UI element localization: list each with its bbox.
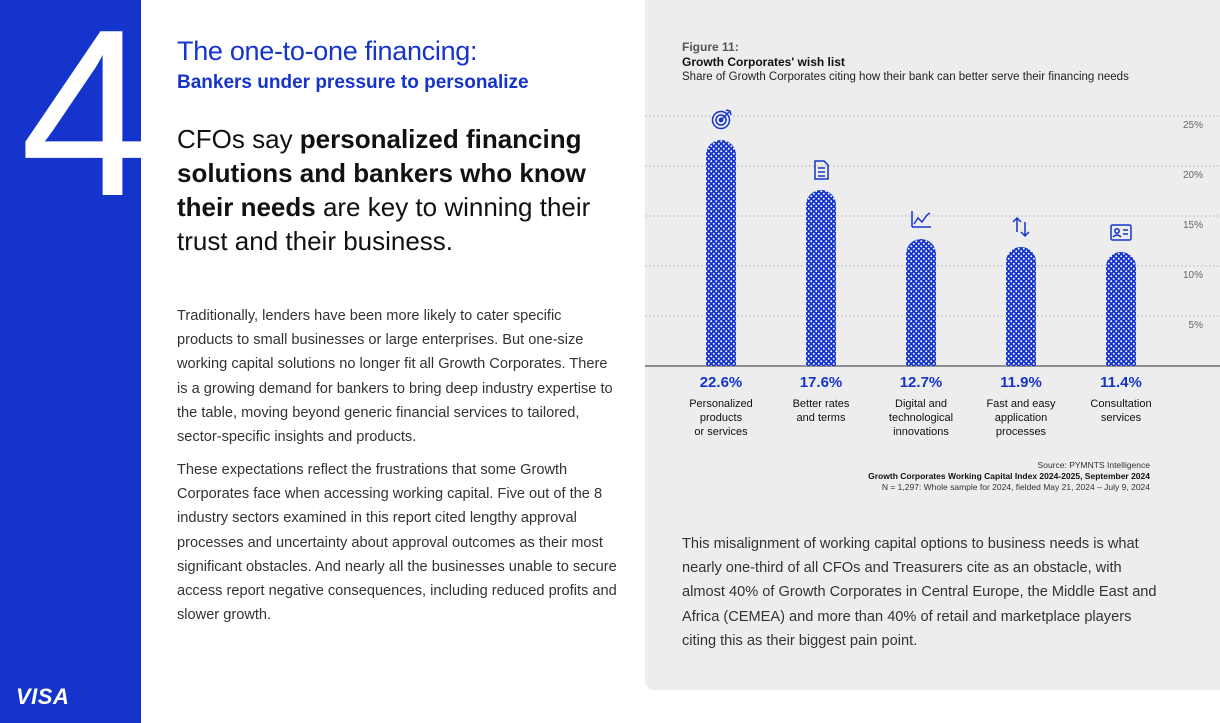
- source-line-1: Source: PYMNTS Intelligence: [1037, 460, 1150, 470]
- value-label: 22.6%: [699, 374, 743, 391]
- bar: [1006, 247, 1036, 366]
- category-label-line: and terms: [796, 412, 846, 424]
- bar-chart: [645, 100, 1220, 445]
- bottom-paragraph: This misalignment of working capital options to business needs is what nearly one-third of all CFOs and Treasurers cite as an obstacle, with almost 40% of Growth Corporates in Central Europe, the Middle East and Africa (CEMEA) and more than 40% of retail and marketplace players citing this as their biggest pain point.: [682, 536, 1157, 649]
- category-label-line: processes: [995, 426, 1047, 438]
- document-icon: [815, 161, 828, 179]
- category-label-line: products: [699, 412, 743, 424]
- body-paragraph-1: Traditionally, lenders have been more likely to cater specific products to small businesses or large enterprises. But one-size working capital solutions no longer fit all Growth Corporates. There is a growing demand for bankers to bring deep industry expertise to the table, moving beyond generic financial services to tailored, sector-specific insights and products.: [177, 308, 613, 446]
- figure-subtitle: Share of Growth Corporates citing how their bank can better serve their financing needs: [682, 71, 1129, 83]
- category-label: [986, 398, 1056, 438]
- category-label-line: Fast and easy: [986, 398, 1056, 410]
- category-label: [689, 398, 753, 438]
- icon-stroke: [1111, 225, 1131, 240]
- bar: [806, 190, 836, 366]
- source-line-2: Growth Corporates Working Capital Index 2024-2025, September 2024: [868, 471, 1150, 481]
- lead-suffix: are key to winning their trust and their business.: [177, 192, 591, 256]
- figure-title: Growth Corporates' wish list: [682, 55, 845, 69]
- section-heading: The one-to-one financing:: [177, 36, 478, 66]
- bar: [906, 239, 936, 366]
- icon-stroke: [1113, 235, 1121, 237]
- lead-statement: [177, 122, 607, 258]
- lead-prefix: CFOs say: [177, 124, 300, 154]
- category-label-line: or services: [694, 426, 748, 438]
- value-label: 11.4%: [1100, 374, 1142, 391]
- category-label-line: innovations: [893, 426, 949, 438]
- source-line-3: N = 1,297: Whole sample for 2024, fielded May 21, 2024 – July 9, 2024: [881, 482, 1150, 492]
- chart-trend-icon: [912, 211, 931, 227]
- category-label: [889, 398, 953, 438]
- category-label: [793, 398, 850, 424]
- id-card-icon: [1111, 225, 1131, 240]
- y-tick-label: 10%: [1182, 270, 1203, 281]
- figure-number: Figure 11:: [682, 40, 739, 54]
- category-label-line: technological: [888, 412, 954, 424]
- lead-bold: personalized financing solutions and bankers who know their needs: [177, 124, 586, 222]
- target-icon: [713, 110, 732, 129]
- category-label-line: Personalized: [689, 398, 753, 410]
- category-label: [1090, 398, 1151, 424]
- y-tick-label: 5%: [1188, 320, 1203, 331]
- value-label: 12.7%: [899, 374, 943, 391]
- category-label-line: Digital and: [895, 398, 947, 410]
- section-subheading: Bankers under pressure to personalize: [177, 72, 529, 93]
- category-label-line: Better rates: [792, 398, 850, 410]
- bar: [706, 140, 736, 366]
- section-number: 4: [20, 0, 153, 246]
- category-label-line: services: [1100, 412, 1142, 424]
- y-tick-label: 20%: [1182, 170, 1203, 181]
- y-tick-label: 25%: [1182, 120, 1203, 131]
- category-label-line: Consultation: [1090, 398, 1152, 410]
- icon-stroke: [914, 213, 930, 224]
- y-tick-label: 15%: [1182, 220, 1203, 231]
- icon-stroke: [1115, 229, 1119, 233]
- visa-logo: VISA: [16, 684, 70, 709]
- category-label-line: application: [994, 412, 1048, 424]
- icon-stroke: [1021, 222, 1029, 236]
- figure-source: [760, 460, 1150, 493]
- value-label: 11.9%: [1000, 374, 1042, 391]
- body-paragraph-2: These expectations reflect the frustrations that some Growth Corporates face when accessing working capital. Five out of the 8 industry sectors examined in this report cited lengthy approval processes and uncertainty about approval outcomes as their most significant obstacles. And nearly all the businesses unable to secure access report negative consequences, including reduced profits and slower growth.: [177, 462, 617, 624]
- icon-stroke: [1013, 218, 1021, 232]
- bar: [1106, 252, 1136, 366]
- arrows-updown-icon: [1013, 218, 1029, 236]
- value-label: 17.6%: [799, 374, 843, 391]
